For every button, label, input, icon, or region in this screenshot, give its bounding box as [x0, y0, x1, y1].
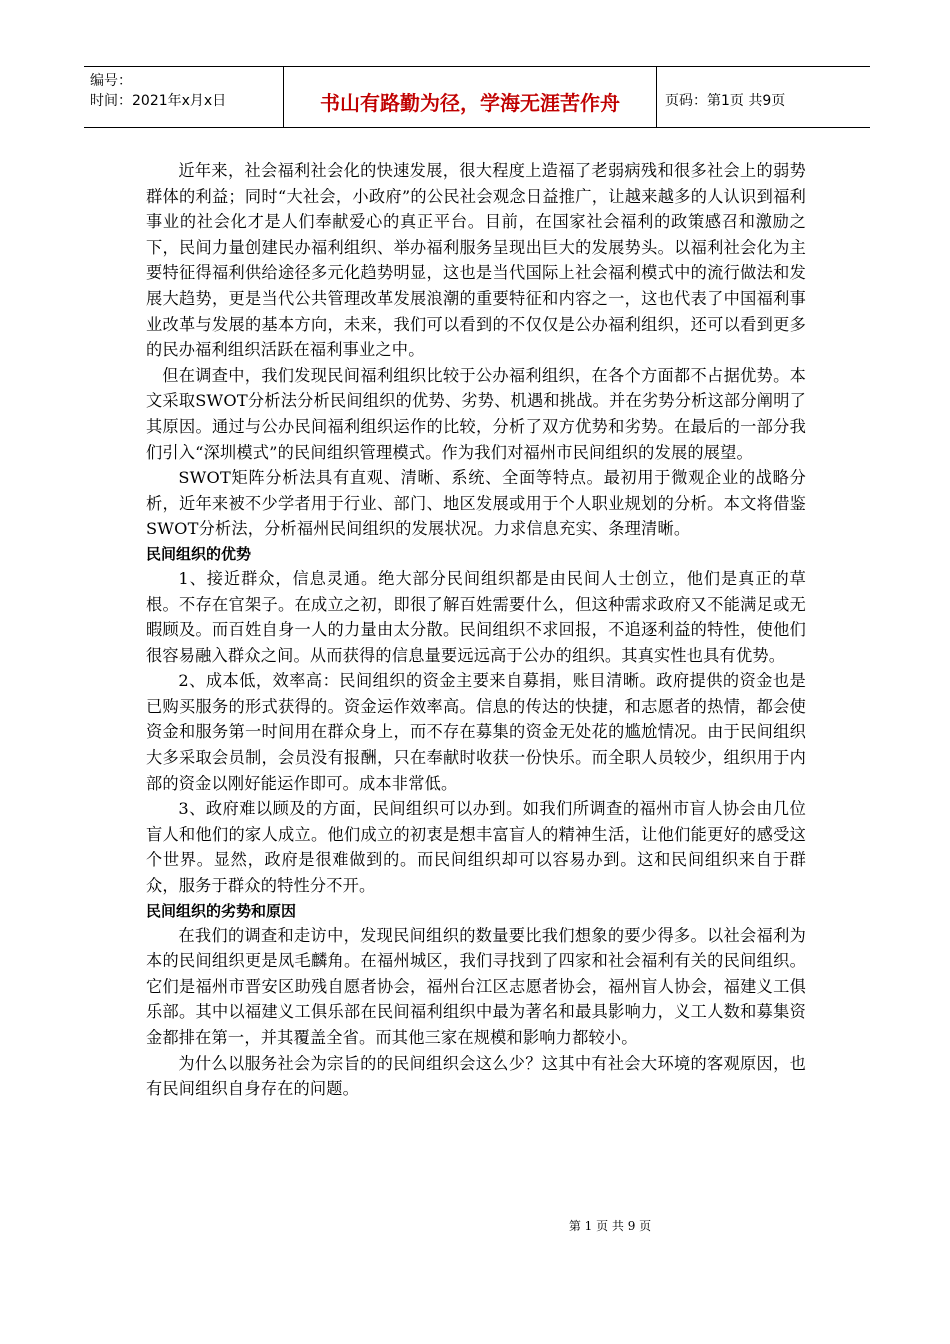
- header-page-number: 页码：第1页 共9页: [665, 93, 786, 109]
- page-header: [84, 66, 870, 128]
- document-number-label: 编号：: [90, 73, 132, 89]
- paragraph-advantage-3: 3、政府难以顾及的方面，民间组织可以办到。如我们所调查的福州市盲人协会由几位盲人和他们的家人成立。他们成立的初衷是想丰富盲人的精神生活，让他们能更好的感受这个世界。显然，政府是很难做到的。而民间组织却可以容易办到。这和民间组织来自于群众，服务于群众的特性分不开。: [146, 799, 806, 896]
- section-heading-disadvantages: 民间组织的劣势和原因: [146, 901, 297, 920]
- document-date: 时间：2021年x月x日: [90, 93, 227, 109]
- header-motto: 书山有路勤为径，学海无涯苦作舟: [284, 67, 657, 127]
- paragraph-advantage-1: 1、接近群众，信息灵通。绝大部分民间组织都是由民间人士创立，他们是真正的草根。不存在官架子。在成立之初，即很了解百姓需要什么，但这种需求政府又不能满足或无暇顾及。而百姓自身一人的力量由太分散。民间组织不求回报，不追逐利益的特性，使他们很容易融入群众之间。从而获得的信息量要远远高于公办的组织。其真实性也具有优势。: [146, 568, 806, 665]
- section-heading-advantages: 民间组织的优势: [146, 544, 252, 563]
- paragraph-intro-2: 但在调查中，我们发现民间福利组织比较于公办福利组织，在各个方面都不占据优势。本文采取SWOT分析法分析民间组织的优势、劣势、机遇和挑战。并在劣势分析这部分阐明了其原因。通过与公办民间福利组织运作的比较，分析了双方优势和劣势。在最后的一部分我们引入“深圳模式”的民间组织管理模式。作为我们对福州市民间组织的发展的展望。: [146, 365, 806, 462]
- paragraph-advantage-2: 2、成本低，效率高：民间组织的资金主要来自募捐，账目清晰。政府提供的资金也是已购买服务的形式获得的。资金运作效率高。信息的传达的快捷，和志愿者的热情，都会使资金和服务第一时间用在群众身上，而不存在募集的资金无处花的尴尬情况。由于民间组织大多采取会员制，会员没有报酬，只在奉献时收获一份快乐。而全职人员较少，组织用于内部的资金以刚好能运作即可。成本非常低。: [146, 671, 806, 793]
- paragraph-intro-1: 近年来，社会福利社会化的快速发展，很大程度上造福了老弱病残和很多社会上的弱势群体的利益；同时“大社会，小政府”的公民社会观念日益推广，让越来越多的人认识到福利事业的社会化才是人们奉献爱心的真正平台。目前，在国家社会福利的政策感召和激励之下，民间力量创建民办福利组织、举办福利服务呈现出巨大的发展势头。以福利社会化为主要特征得福利供给途径多元化趋势明显，这也是当代国际上社会福利模式中的流行做法和发展大趋势，更是当代公共管理改革发展浪潮的重要特征和内容之一，这也代表了中国福利事业改革与发展的基本方向，未来，我们可以看到的不仅仅是公办福利组织，还可以看到更多的民办福利组织活跃在福利事业之中。: [146, 161, 806, 360]
- page-footer: 第 1 页 共 9 页: [568, 1219, 652, 1233]
- paragraph-disadvantage-1: 在我们的调查和走访中，发现民间组织的数量要比我们想象的要少得多。以社会福利为本的民间组织更是凤毛麟角。在福州城区，我们寻找到了四家和社会福利有关的民间组织。它们是福州市晋安区助残自愿者协会，福州台江区志愿者协会，福州盲人协会，福建义工俱乐部。其中以福建义工俱乐部在民间福利组织中最为著名和最具影响力，义工人数和募集资金都排在第一，并其覆盖全省。而其他三家在规模和影响力都较小。: [146, 925, 806, 1047]
- header-meta: [84, 67, 284, 127]
- document-body: [146, 158, 806, 1102]
- paragraph-intro-3: SWOT矩阵分析法具有直观、清晰、系统、全面等特点。最初用于微观企业的战略分析，近年来被不少学者用于行业、部门、地区发展或用于个人职业规划的分析。本文将借鉴SWOT分析法，分析福州民间组织的发展状况。力求信息充实、条理清晰。: [146, 468, 806, 539]
- paragraph-disadvantage-2: 为什么以服务社会为宗旨的的民间组织会这么少？这其中有社会大环境的客观原因，也有民间组织自身存在的问题。: [146, 1053, 806, 1099]
